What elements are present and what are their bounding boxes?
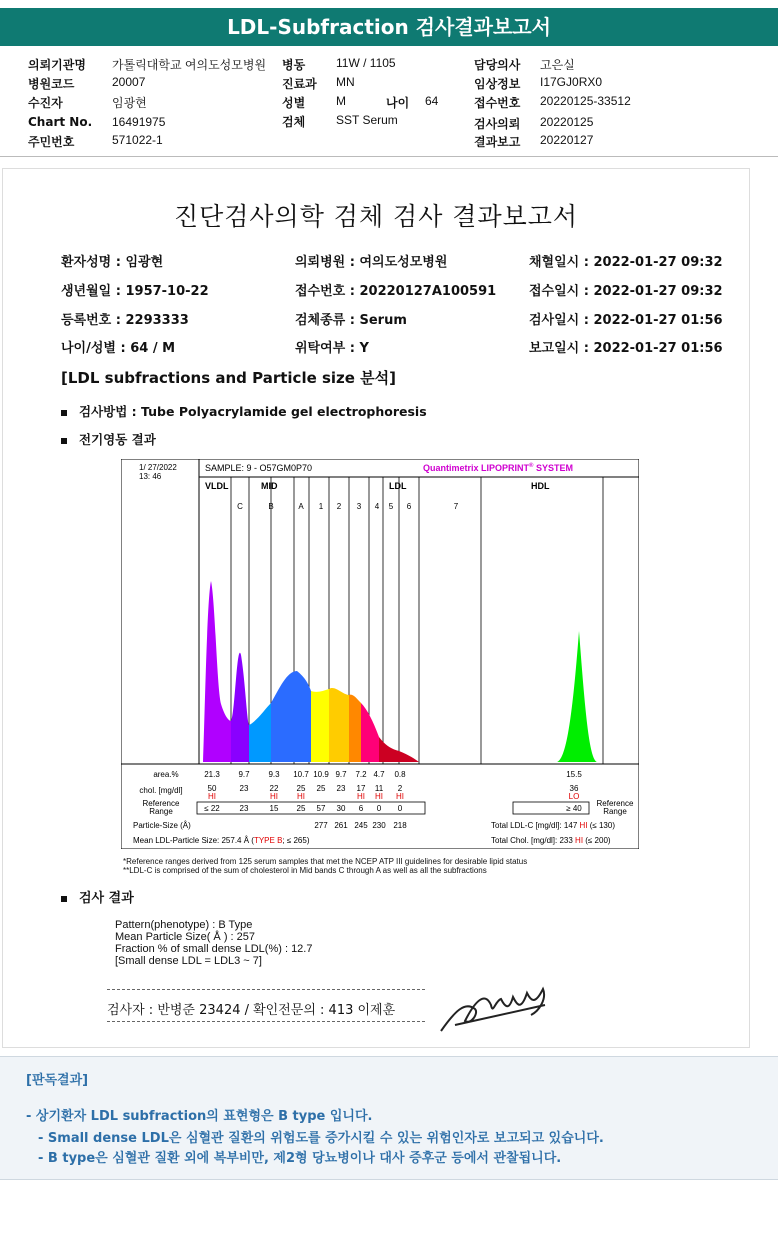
patient-info: 접수일시 : 2022-01-27 09:32 [529, 284, 723, 299]
footnote: *Reference ranges derived from 125 serum samples that met the NCEP ATP III guidelines for desirable lipid status [123, 857, 528, 866]
row-label: Reference [596, 799, 634, 808]
peak-area [349, 695, 361, 762]
table-cell: 0 [376, 804, 382, 813]
row-label: Range [149, 807, 173, 816]
header-value: SST Serum [336, 113, 398, 127]
header-label: 검사의뢰 [474, 117, 521, 131]
chart-sample: SAMPLE: 9 - O57GM0P70 [205, 463, 313, 473]
band-label: 2 [336, 502, 342, 511]
table-cell: 36 [569, 784, 579, 793]
table-cell: 23 [239, 804, 249, 813]
result-line: Pattern(phenotype) : B Type [115, 919, 253, 931]
band-label: 6 [406, 502, 412, 511]
table-cell: 7.2 [355, 770, 367, 779]
header-label: 병원코드 [28, 77, 75, 91]
section-heading: [LDL subfractions and Particle size 분석] [61, 369, 397, 387]
signature-mark [435, 981, 565, 1043]
patient-info: 보고일시 : 2022-01-27 01:56 [529, 341, 723, 356]
header-value: 571022-1 [112, 133, 163, 147]
header-label: 담당의사 [474, 58, 521, 72]
flag-cell: HI [375, 792, 383, 801]
band-label: 7 [453, 502, 459, 511]
table-cell: 22 [269, 784, 279, 793]
header-label: 결과보고 [474, 135, 521, 149]
signature-line: 검사자 : 반병준 23424 / 확인전문의 : 413 이제훈 [107, 1003, 396, 1018]
band-label: 5 [388, 502, 394, 511]
patient-info: 접수번호 : 20220127A100591 [295, 284, 497, 299]
row-label: Reference [142, 799, 180, 808]
flag-cell: LO [568, 792, 580, 801]
total-chol: Total Chol. [mg/dl]: 233 HI (≤ 200) [491, 836, 611, 845]
interpretation-line: - Small dense LDL은 심혈관 질환의 위험도를 증가시킬 수 있는 위험인자로 보고되고 있습니다. [38, 1131, 604, 1146]
peak-area [329, 688, 349, 762]
table-cell: 25 [316, 784, 326, 793]
flag-cell: HI [297, 792, 305, 801]
row-label: chol. [mg/dl] [139, 786, 183, 795]
group-label-ldl: LDL [389, 481, 407, 491]
table-cell: 9.3 [268, 770, 280, 779]
divider [107, 1021, 425, 1022]
group-label-mid: MID [261, 481, 278, 491]
header-label: 주민번호 [28, 135, 75, 149]
group-label-hdl: HDL [531, 481, 550, 491]
table-cell: 9.7 [238, 770, 250, 779]
table-cell: 0 [397, 804, 403, 813]
table-cell: 25 [296, 784, 306, 793]
header-label: 의뢰기관명 [28, 58, 86, 72]
table-cell: 218 [393, 821, 407, 830]
flag-cell: HI [270, 792, 278, 801]
flag-cell: HI [396, 792, 404, 801]
table-cell: 11 [374, 784, 384, 793]
row-label: Particle-Size (Å) [133, 821, 191, 830]
patient-info: 나이/성별 : 64 / M [61, 341, 176, 356]
header-label: 검체 [282, 115, 306, 129]
header-label-age: 나이 [386, 96, 410, 110]
table-cell: 9.7 [335, 770, 347, 779]
table-cell: 10.7 [293, 770, 309, 779]
patient-info: 의뢰병원 : 여의도성모병원 [295, 255, 448, 270]
table-cell: ≤ 22 [204, 804, 220, 813]
table-cell: 50 [207, 784, 217, 793]
request-header [0, 52, 778, 152]
band-label: A [298, 502, 304, 511]
table-cell: 57 [316, 804, 326, 813]
header-label: 임상정보 [474, 77, 521, 91]
group-label-vldl: VLDL [205, 481, 229, 491]
header-value: M [336, 94, 346, 108]
peak-area [311, 689, 329, 762]
header-label: 진료과 [282, 77, 317, 91]
table-cell: 10.9 [313, 770, 329, 779]
header-value-age: 64 [425, 94, 439, 108]
band-label: 4 [374, 502, 380, 511]
mean-size: Mean LDL-Particle Size: 257.4 Å (TYPE B; ≤ 265) [133, 836, 310, 845]
header-label: 수진자 [28, 96, 63, 110]
table-cell: 277 [314, 821, 328, 830]
result-line: Mean Particle Size( Å ) : 257 [115, 931, 256, 943]
table-cell: 0.8 [394, 770, 406, 779]
header-label: 성별 [282, 96, 306, 110]
table-cell: 25 [296, 804, 306, 813]
band-label: B [268, 502, 274, 511]
table-cell: 21.3 [204, 770, 220, 779]
patient-info: 생년월일 : 1957-10-22 [61, 284, 209, 299]
table-cell: 2 [397, 784, 403, 793]
patient-info: 검사일시 : 2022-01-27 01:56 [529, 313, 723, 328]
result-line: Fraction % of small dense LDL(%) : 12.7 [115, 943, 313, 955]
footnote: **LDL-C is comprised of the sum of cholesterol in Mid bands C through A as well as all the subfractions [123, 866, 487, 875]
interpretation-line: - 상기환자 LDL subfraction의 표현형은 B type 입니다. [26, 1109, 373, 1124]
band-label: 1 [318, 502, 324, 511]
header-value: 20220125-33512 [540, 94, 631, 108]
divider [0, 156, 778, 157]
electro-heading: 전기영동 결과 [61, 430, 156, 448]
patient-info: 검체종류 : Serum [295, 313, 407, 328]
patient-info: 등록번호 : 2293333 [61, 313, 189, 328]
result-heading: 검사 결과 [61, 887, 134, 906]
flag-cell: HI [208, 792, 216, 801]
band-label: 3 [356, 502, 362, 511]
result-line: [Small dense LDL = LDL3 ~ 7] [115, 955, 262, 967]
table-cell: 17 [356, 784, 366, 793]
method-line: 검사방법 : Tube Polyacrylamide gel electrophoresis [61, 402, 427, 420]
table-cell: 4.7 [373, 770, 385, 779]
patient-info: 채혈일시 : 2022-01-27 09:32 [529, 255, 723, 270]
table-cell: 23 [336, 784, 346, 793]
header-value: 16491975 [112, 115, 166, 129]
patient-info: 위탁여부 : Y [295, 341, 369, 356]
interpretation-title: [판독결과] [26, 1073, 89, 1088]
header-value: MN [336, 75, 355, 89]
table-cell: 30 [336, 804, 346, 813]
header-value: 고은실 [540, 58, 575, 72]
report-title: 진단검사의학 검체 검사 결과보고서 [173, 202, 579, 231]
header-value: 20007 [112, 75, 146, 89]
chart-date: 1/ 27/2022 [139, 463, 177, 472]
header-value: 20220127 [540, 133, 594, 147]
table-cell: 15 [269, 804, 279, 813]
header-label: 병동 [282, 58, 306, 72]
divider [107, 989, 425, 990]
total-ldlc: Total LDL-C [mg/dl]: 147 HI (≤ 130) [491, 821, 615, 830]
flag-cell: HI [357, 792, 365, 801]
table-cell: 23 [239, 784, 249, 793]
interpretation-line: - B type은 심혈관 질환 외에 복부비만, 제2형 당뇨병이나 대사 증후군 등에서 관찰됩니다. [38, 1151, 562, 1166]
header-label: Chart No. [28, 115, 93, 129]
patient-info: 환자성명 : 임광현 [61, 255, 164, 270]
row-label: area.% [153, 770, 179, 779]
chart-time: 13: 46 [139, 472, 162, 481]
band-label: C [237, 502, 243, 511]
row-label: Range [603, 807, 627, 816]
table-cell: 230 [372, 821, 386, 830]
table-cell: 15.5 [566, 770, 582, 779]
header-value: I17GJ0RX0 [540, 75, 603, 89]
header-value: 임광현 [112, 96, 147, 110]
header-value: 가톨릭대학교 여의도성모병원 [112, 58, 267, 72]
report-title-bar: LDL-Subfraction 검사결과보고서 [0, 8, 778, 46]
chart-brand: Quantimetrix LIPOPRINT® SYSTEM [423, 463, 573, 473]
table-cell: 261 [334, 821, 348, 830]
interpretation-panel [0, 1056, 778, 1180]
header-value: 20220125 [540, 115, 594, 129]
table-cell: 6 [358, 804, 364, 813]
table-cell: 245 [354, 821, 368, 830]
electrophoresis-chart [121, 459, 639, 849]
header-label: 접수번호 [474, 96, 521, 110]
header-value: 11W / 1105 [336, 56, 396, 70]
table-cell: ≥ 40 [566, 804, 582, 813]
lab-report [2, 168, 750, 1048]
